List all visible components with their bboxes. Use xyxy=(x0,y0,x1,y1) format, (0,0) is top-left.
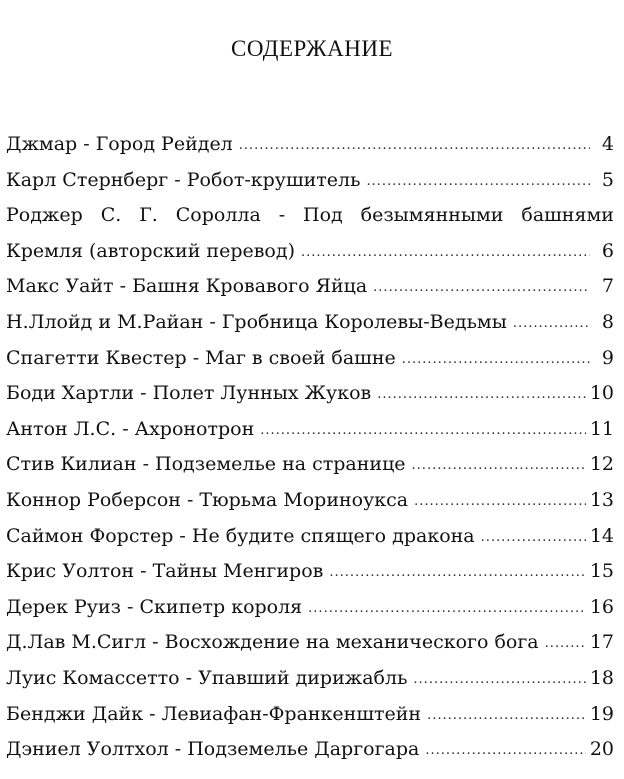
toc-entry-title: Крис Уолтон - Тайны Менгиров xyxy=(6,560,324,583)
toc-entry-title: Луис Комассетто - Упавший дирижабль xyxy=(6,666,408,689)
toc-entry-title xyxy=(6,198,614,234)
toc-leader-dots xyxy=(481,520,586,556)
toc-entry xyxy=(6,412,614,448)
toc-entry xyxy=(6,447,614,483)
toc-entry xyxy=(6,625,614,661)
toc-page-number: 5 xyxy=(601,168,614,191)
toc-leader-dots xyxy=(427,698,586,734)
toc-leader-dots xyxy=(366,164,590,200)
toc-entry xyxy=(6,519,614,555)
toc-entry-word: Под xyxy=(303,204,343,227)
toc-leader-dots xyxy=(412,448,586,484)
page-title: СОДЕРЖАНИЕ xyxy=(230,36,393,61)
toc-page-number: 9 xyxy=(601,346,614,369)
toc-entry-title: Дэниел Уолтхол - Подземелье Даргогара xyxy=(6,738,420,761)
toc-entry xyxy=(6,198,614,234)
toc-page-number: 18 xyxy=(589,666,614,689)
toc-entry-word: башнями xyxy=(521,204,614,227)
toc-leader-dots xyxy=(329,555,585,591)
toc-page-number: 19 xyxy=(589,702,614,725)
toc-leader-dots xyxy=(377,377,586,413)
toc-entry-word: безымянными xyxy=(360,204,504,227)
toc-entry-word: С. xyxy=(100,204,122,227)
toc-entry-title: Дерек Руиз - Скипетр короля xyxy=(6,595,303,618)
toc-page-number: 16 xyxy=(589,595,614,618)
toc-entry xyxy=(6,376,614,412)
toc-entry xyxy=(6,590,614,626)
toc-entry xyxy=(6,163,614,199)
toc-entry-title: Кремля (авторский перевод) xyxy=(6,239,295,262)
toc-leader-dots xyxy=(414,484,586,520)
toc-entry xyxy=(6,269,614,305)
toc-entry xyxy=(6,697,614,733)
toc-entry-word: - xyxy=(278,204,286,227)
toc-entry-title: Джмар - Город Рейдел xyxy=(6,133,233,155)
toc-page-number: 15 xyxy=(589,560,614,583)
toc-leader-dots xyxy=(425,733,585,769)
toc-entry-title: Коннор Роберсон - Тюрьма Мориноукса xyxy=(6,488,409,511)
toc-entry xyxy=(6,554,614,590)
toc-entry-title: Д.Лав М.Сигл - Восхождение на механического бога xyxy=(6,631,539,654)
toc-entry-title: Макс Уайт - Башня Кровавого Яйца xyxy=(6,275,368,298)
toc-page-number: 6 xyxy=(601,239,614,262)
table-of-contents xyxy=(6,127,614,768)
toc-page-number: 4 xyxy=(601,133,614,155)
toc-entry-word: Г. xyxy=(139,204,158,227)
toc-entry xyxy=(6,127,614,163)
toc-leader-dots xyxy=(308,591,586,627)
toc-page-number: 20 xyxy=(589,738,614,761)
toc-leader-dots xyxy=(513,306,590,342)
toc-entry-word: Роджер xyxy=(6,204,83,227)
toc-page-number: 12 xyxy=(589,453,614,476)
toc-entry-title: Н.Ллойд и М.Райан - Гробница Королевы-Ведьмы xyxy=(6,310,507,333)
toc-entry-title: Карл Стернберг - Робот-крушитель xyxy=(6,168,361,191)
toc-page-number: 11 xyxy=(589,417,614,440)
toc-page-number: 13 xyxy=(589,488,614,511)
toc-entry-title: Бенджи Дайк - Левиафан-Франкенштейн xyxy=(6,702,422,725)
toc-entry xyxy=(6,305,614,341)
toc-entry xyxy=(6,341,614,377)
toc-leader-dots xyxy=(301,235,590,271)
toc-entry-title: Стив Килиан - Подземелье на странице xyxy=(6,453,406,476)
toc-entry-title: Спагетти Квестер - Маг в своей башне xyxy=(6,346,396,369)
toc-page-number: 8 xyxy=(601,310,614,333)
toc-entry-title: Саймон Форстер - Не будите спящего дракона xyxy=(6,524,475,547)
toc-leader-dots xyxy=(413,662,585,698)
toc-entry xyxy=(6,661,614,697)
toc-leader-dots xyxy=(260,413,586,449)
toc-page-number: 10 xyxy=(589,382,614,405)
toc-entry xyxy=(6,483,614,519)
toc-leader-dots xyxy=(239,128,590,164)
toc-entry-title: Боди Хартли - Полет Лунных Жуков xyxy=(6,382,372,405)
toc-entry xyxy=(6,732,614,768)
toc-page-number: 7 xyxy=(601,275,614,298)
toc-page-number: 14 xyxy=(589,524,614,547)
toc-leader-dots xyxy=(545,626,586,662)
toc-leader-dots xyxy=(373,270,590,306)
toc-entry-title: Антон Л.С. - Ахронотрон xyxy=(6,417,255,440)
toc-page-number: 17 xyxy=(589,631,614,654)
toc-entry xyxy=(6,234,614,270)
toc-leader-dots xyxy=(402,342,590,378)
toc-entry-word: Соролла xyxy=(175,204,261,227)
